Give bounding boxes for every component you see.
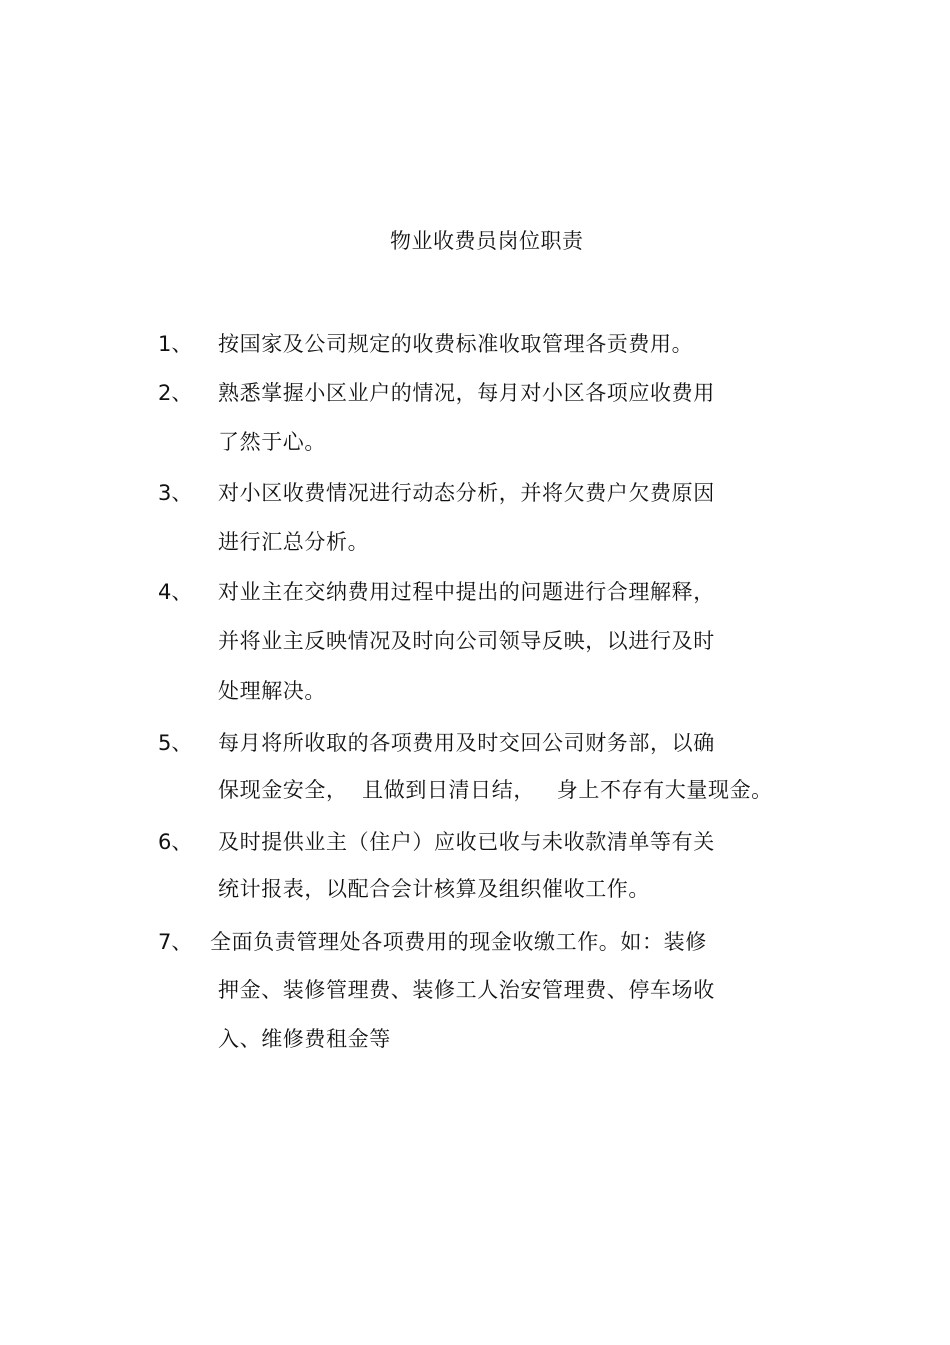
item-4-line-2: 并将业主反映情况及时向公司领导反映，以进行及时 [218, 629, 715, 653]
item-7-line-2: 押金、装修管理费、装修工人治安管理费、停车场收 [218, 978, 715, 1002]
item-3-number: 3、 [158, 481, 193, 505]
item-1-number: 1、 [158, 332, 193, 356]
item-2-line-1: 熟悉掌握小区业户的情况，每月对小区各项应收费用 [218, 381, 715, 405]
item-6-line-1: 及时提供业主（住户）应收已收与未收款清单等有关 [218, 830, 715, 854]
item-4-line-1: 对业主在交纳费用过程中提出的问题进行合理解释， [218, 580, 715, 604]
item-6-number: 6、 [158, 830, 193, 854]
item-7-line-1: 全面负责管理处各项费用的现金收缴工作。如：装修 [210, 930, 707, 954]
item-5-line-1: 每月将所收取的各项费用及时交回公司财务部，以确 [218, 731, 715, 755]
item-3-line-2: 进行汇总分析。 [218, 530, 370, 554]
item-4-line-3: 处理解决。 [218, 679, 326, 703]
item-6-line-2: 统计报表，以配合会计核算及组织催收工作。 [218, 877, 650, 901]
item-4-number: 4、 [158, 580, 193, 604]
item-7-number: 7、 [158, 930, 193, 954]
item-7-line-3: 入、维修费租金等 [218, 1027, 391, 1051]
item-1-line-1: 按国家及公司规定的收费标准收取管理各贡费用。 [218, 332, 694, 356]
page-title: 物业收费员岗位职责 [390, 229, 584, 253]
item-2-line-2: 了然于心。 [218, 430, 326, 454]
item-5-number: 5、 [158, 731, 193, 755]
item-2-number: 2、 [158, 381, 193, 405]
item-5-line-2: 保现金安全， 且做到日清日结， 身上不存有大量现金。 [218, 778, 773, 802]
item-3-line-1: 对小区收费情况进行动态分析，并将欠费户欠费原因 [218, 481, 715, 505]
